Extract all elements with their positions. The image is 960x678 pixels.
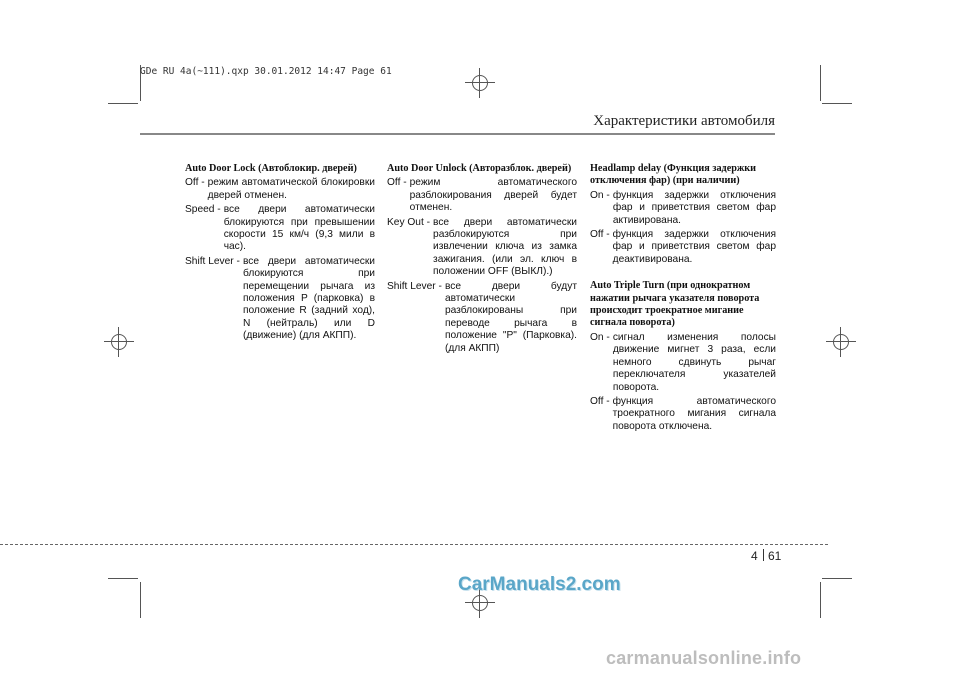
crop-mark (820, 65, 821, 101)
chapter-number: 4 (751, 549, 758, 563)
watermark-link[interactable]: CarManuals2.com (458, 574, 621, 595)
item-key: Shift Lever - (387, 280, 442, 292)
registration-mark-left (104, 327, 134, 357)
list-item (590, 229, 776, 266)
item-key: Speed - (185, 204, 221, 216)
item-key: Off - (387, 177, 407, 189)
crop-mark (140, 582, 141, 618)
page-number: 61 (768, 549, 782, 563)
crop-mark (108, 103, 138, 104)
column-auto-door-unlock (387, 163, 577, 357)
list-item (590, 190, 776, 227)
title-rule (140, 133, 775, 135)
crop-mark (108, 578, 138, 579)
item-text: все двери будут автоматически разблокированы при переводе рычага в положение "P" (Парковка). (для АКПП) (444, 280, 577, 354)
crop-mark (822, 103, 852, 104)
heading-auto-triple-turn: Auto Triple Turn (при однократном нажатии рычага указателя поворота происходит троекратное мигание сигнала поворота) (590, 280, 760, 329)
list-item (387, 177, 577, 214)
registration-mark-top (465, 68, 495, 98)
column-headlamp-and-turn (590, 163, 776, 435)
list-item (387, 217, 577, 279)
item-text: функция задержки отключения фар и приветствия светом фар активирована. (612, 189, 776, 226)
section-title: Характеристики автомобиля (593, 113, 775, 129)
item-text: функция задержки отключения фар и приветствия светом фар деактивирована. (612, 229, 776, 265)
heading-headlamp-delay: Headlamp delay (Функция задержки отключения фар) (при наличии) (590, 163, 757, 187)
list-item (387, 281, 577, 355)
heading-auto-door-lock: Auto Door Lock (Автоблокир. дверей) (185, 163, 357, 174)
heading-auto-door-unlock: Auto Door Unlock (Авторазблок. дверей) (387, 163, 572, 174)
column-auto-door-lock (185, 163, 375, 345)
item-key: Off - (185, 177, 205, 189)
footer-dotted-rule (0, 544, 828, 545)
item-text: режим автоматического разблокирования дверей будет отменен. (409, 177, 577, 214)
item-text: режим автоматической блокировки дверей отменен. (207, 177, 375, 201)
crop-mark (820, 582, 821, 618)
page-number-separator (763, 549, 764, 561)
print-slug: GDe RU 4a(~111).qxp 30.01.2012 14:47 Page 61 (140, 66, 392, 77)
item-key: Off - (590, 229, 610, 241)
item-key: On - (590, 331, 610, 343)
list-item (590, 332, 776, 394)
registration-mark-right (826, 327, 856, 357)
item-key: On - (590, 189, 610, 201)
footer-site-link[interactable]: carmanualsonline.info (606, 648, 802, 668)
item-key: Shift Lever - (185, 255, 240, 267)
item-text: все двери автоматически разблокируются при извлечении ключа из замка зажигания. (или эл. ключ в положении OFF (ВЫКЛ).) (433, 216, 577, 278)
item-text: все двери автоматически блокируются при перемещении рычага из положения P (парковка) в положение R (задний ход), N (нейтраль) или D (движение) (для АКПП). (242, 255, 375, 342)
item-key: Key Out - (387, 216, 431, 228)
list-item (590, 396, 776, 433)
item-key: Off - (590, 395, 610, 407)
item-text: функция автоматического троекратного мигания сигнала поворота отключена. (612, 395, 776, 432)
list-item (185, 177, 375, 202)
list-item (185, 256, 375, 343)
item-text: все двери автоматически блокируются при превышении скорости 15 км/ч (9,3 мили в час). (223, 204, 375, 253)
list-item (185, 204, 375, 254)
item-text: сигнал изменения полосы движение мигнет 3 раза, если немного сдвинуть рычаг переключателя указателей поворота. (612, 331, 776, 393)
crop-mark (822, 578, 852, 579)
spacer (590, 268, 776, 280)
